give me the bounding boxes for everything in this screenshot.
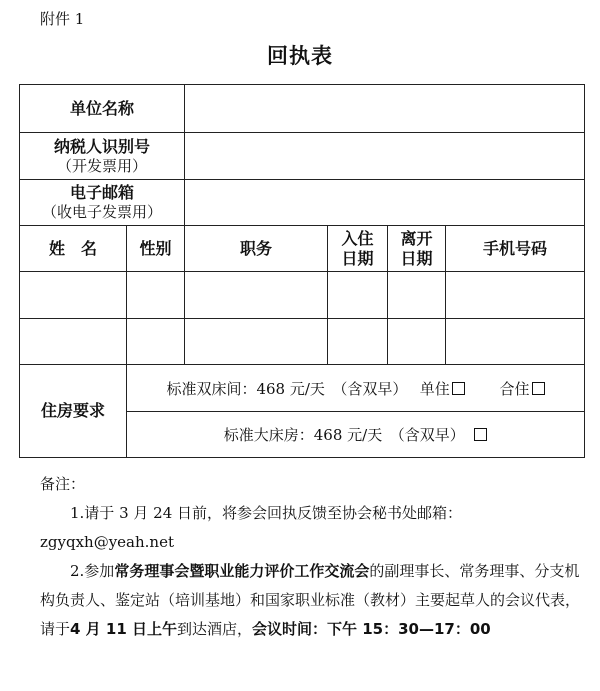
- note-email-link[interactable]: zgyqxh@yeah.net: [40, 533, 174, 551]
- notes-section: [40, 470, 580, 644]
- unit-name-label: 单位名称: [70, 98, 135, 118]
- attendee-header-row: [20, 226, 585, 272]
- note-2-pre: 2.参加: [70, 562, 115, 580]
- twin-room-text: 标准双床间：468 元/天 （含双早）: [166, 379, 400, 398]
- unit-name-label-cell: [20, 85, 185, 133]
- note-2-meeting-time: 会议时间：下午 15：30—17：00: [252, 620, 491, 638]
- unit-name-field[interactable]: [185, 85, 585, 133]
- taxpayer-row: [20, 133, 585, 180]
- king-room-option: [127, 412, 585, 458]
- notes-heading: 备注：: [40, 475, 86, 493]
- checkout-line2: 日期: [400, 248, 433, 268]
- housing-label: 住房要求: [20, 365, 127, 458]
- receipt-form-table: [19, 84, 585, 458]
- checkout-line1: 离开: [400, 228, 433, 248]
- col-phone-header: 手机号码: [446, 226, 585, 272]
- attendee-row: [20, 272, 585, 319]
- email-field[interactable]: [185, 180, 585, 226]
- checkin-line2: 日期: [341, 248, 374, 268]
- attendee-gender-cell[interactable]: [127, 319, 185, 365]
- attendee-name-cell[interactable]: [20, 319, 127, 365]
- attendee-checkin-cell[interactable]: [328, 319, 388, 365]
- shared-occupancy-checkbox[interactable]: [532, 382, 545, 395]
- attendee-gender-cell[interactable]: [127, 272, 185, 319]
- attendee-checkout-cell[interactable]: [388, 272, 446, 319]
- note-2-arrival-date: 4 月 11 日上午: [70, 620, 177, 638]
- attendee-row: [20, 319, 585, 365]
- note-2-meeting-name: 常务理事会暨职业能力评价工作交流会: [114, 562, 370, 580]
- email-sub-label: （收电子发票用）: [42, 203, 163, 221]
- col-gender-header: 性别: [127, 226, 185, 272]
- note-2-mid: 的副理事长、常务理事、分支机构负责人、鉴定站（培训基地）和国家职业标准（教材）主要起草人的会议代表，请于: [40, 562, 581, 638]
- attendee-position-cell[interactable]: [185, 319, 328, 365]
- col-position-header: 职务: [185, 226, 328, 272]
- unit-name-row: [20, 85, 585, 133]
- attendee-name-cell[interactable]: [20, 272, 127, 319]
- king-room-text: 标准大床房：468 元/天 （含双早）: [223, 426, 458, 444]
- attachment-label: 附件 1: [40, 10, 85, 28]
- email-label: 电子邮箱: [70, 183, 135, 202]
- note-2-post: 到达酒店，: [177, 620, 253, 638]
- king-room-checkbox[interactable]: [474, 428, 487, 441]
- attendee-checkin-cell[interactable]: [328, 272, 388, 319]
- col-checkout-header: [388, 226, 446, 272]
- twin-room-option: [127, 365, 585, 412]
- attendee-checkout-cell[interactable]: [388, 319, 446, 365]
- single-occupancy-label: 单住: [419, 379, 450, 398]
- checkin-line1: 入住: [341, 228, 374, 248]
- taxpayer-field[interactable]: [185, 133, 585, 180]
- taxpayer-label: 纳税人识别号: [54, 136, 151, 156]
- email-label-cell: [20, 180, 185, 226]
- housing-twin-row: [20, 365, 585, 412]
- taxpayer-sub-label: （开发票用）: [57, 156, 148, 175]
- attendee-phone-cell[interactable]: [446, 319, 585, 365]
- col-checkin-header: [328, 226, 388, 272]
- note-item-2: [40, 557, 580, 644]
- taxpayer-label-cell: [20, 133, 185, 180]
- single-occupancy-checkbox[interactable]: [452, 382, 465, 395]
- shared-occupancy-label: 合住: [499, 379, 530, 398]
- email-row: [20, 180, 585, 226]
- note-item-1: 1.请于 3 月 24 日前，将参会回执反馈至协会秘书处邮箱：: [70, 504, 463, 522]
- col-name-header: 姓 名: [20, 226, 127, 272]
- attendee-position-cell[interactable]: [185, 272, 328, 319]
- attendee-phone-cell[interactable]: [446, 272, 585, 319]
- page-title: 回执表: [267, 44, 333, 68]
